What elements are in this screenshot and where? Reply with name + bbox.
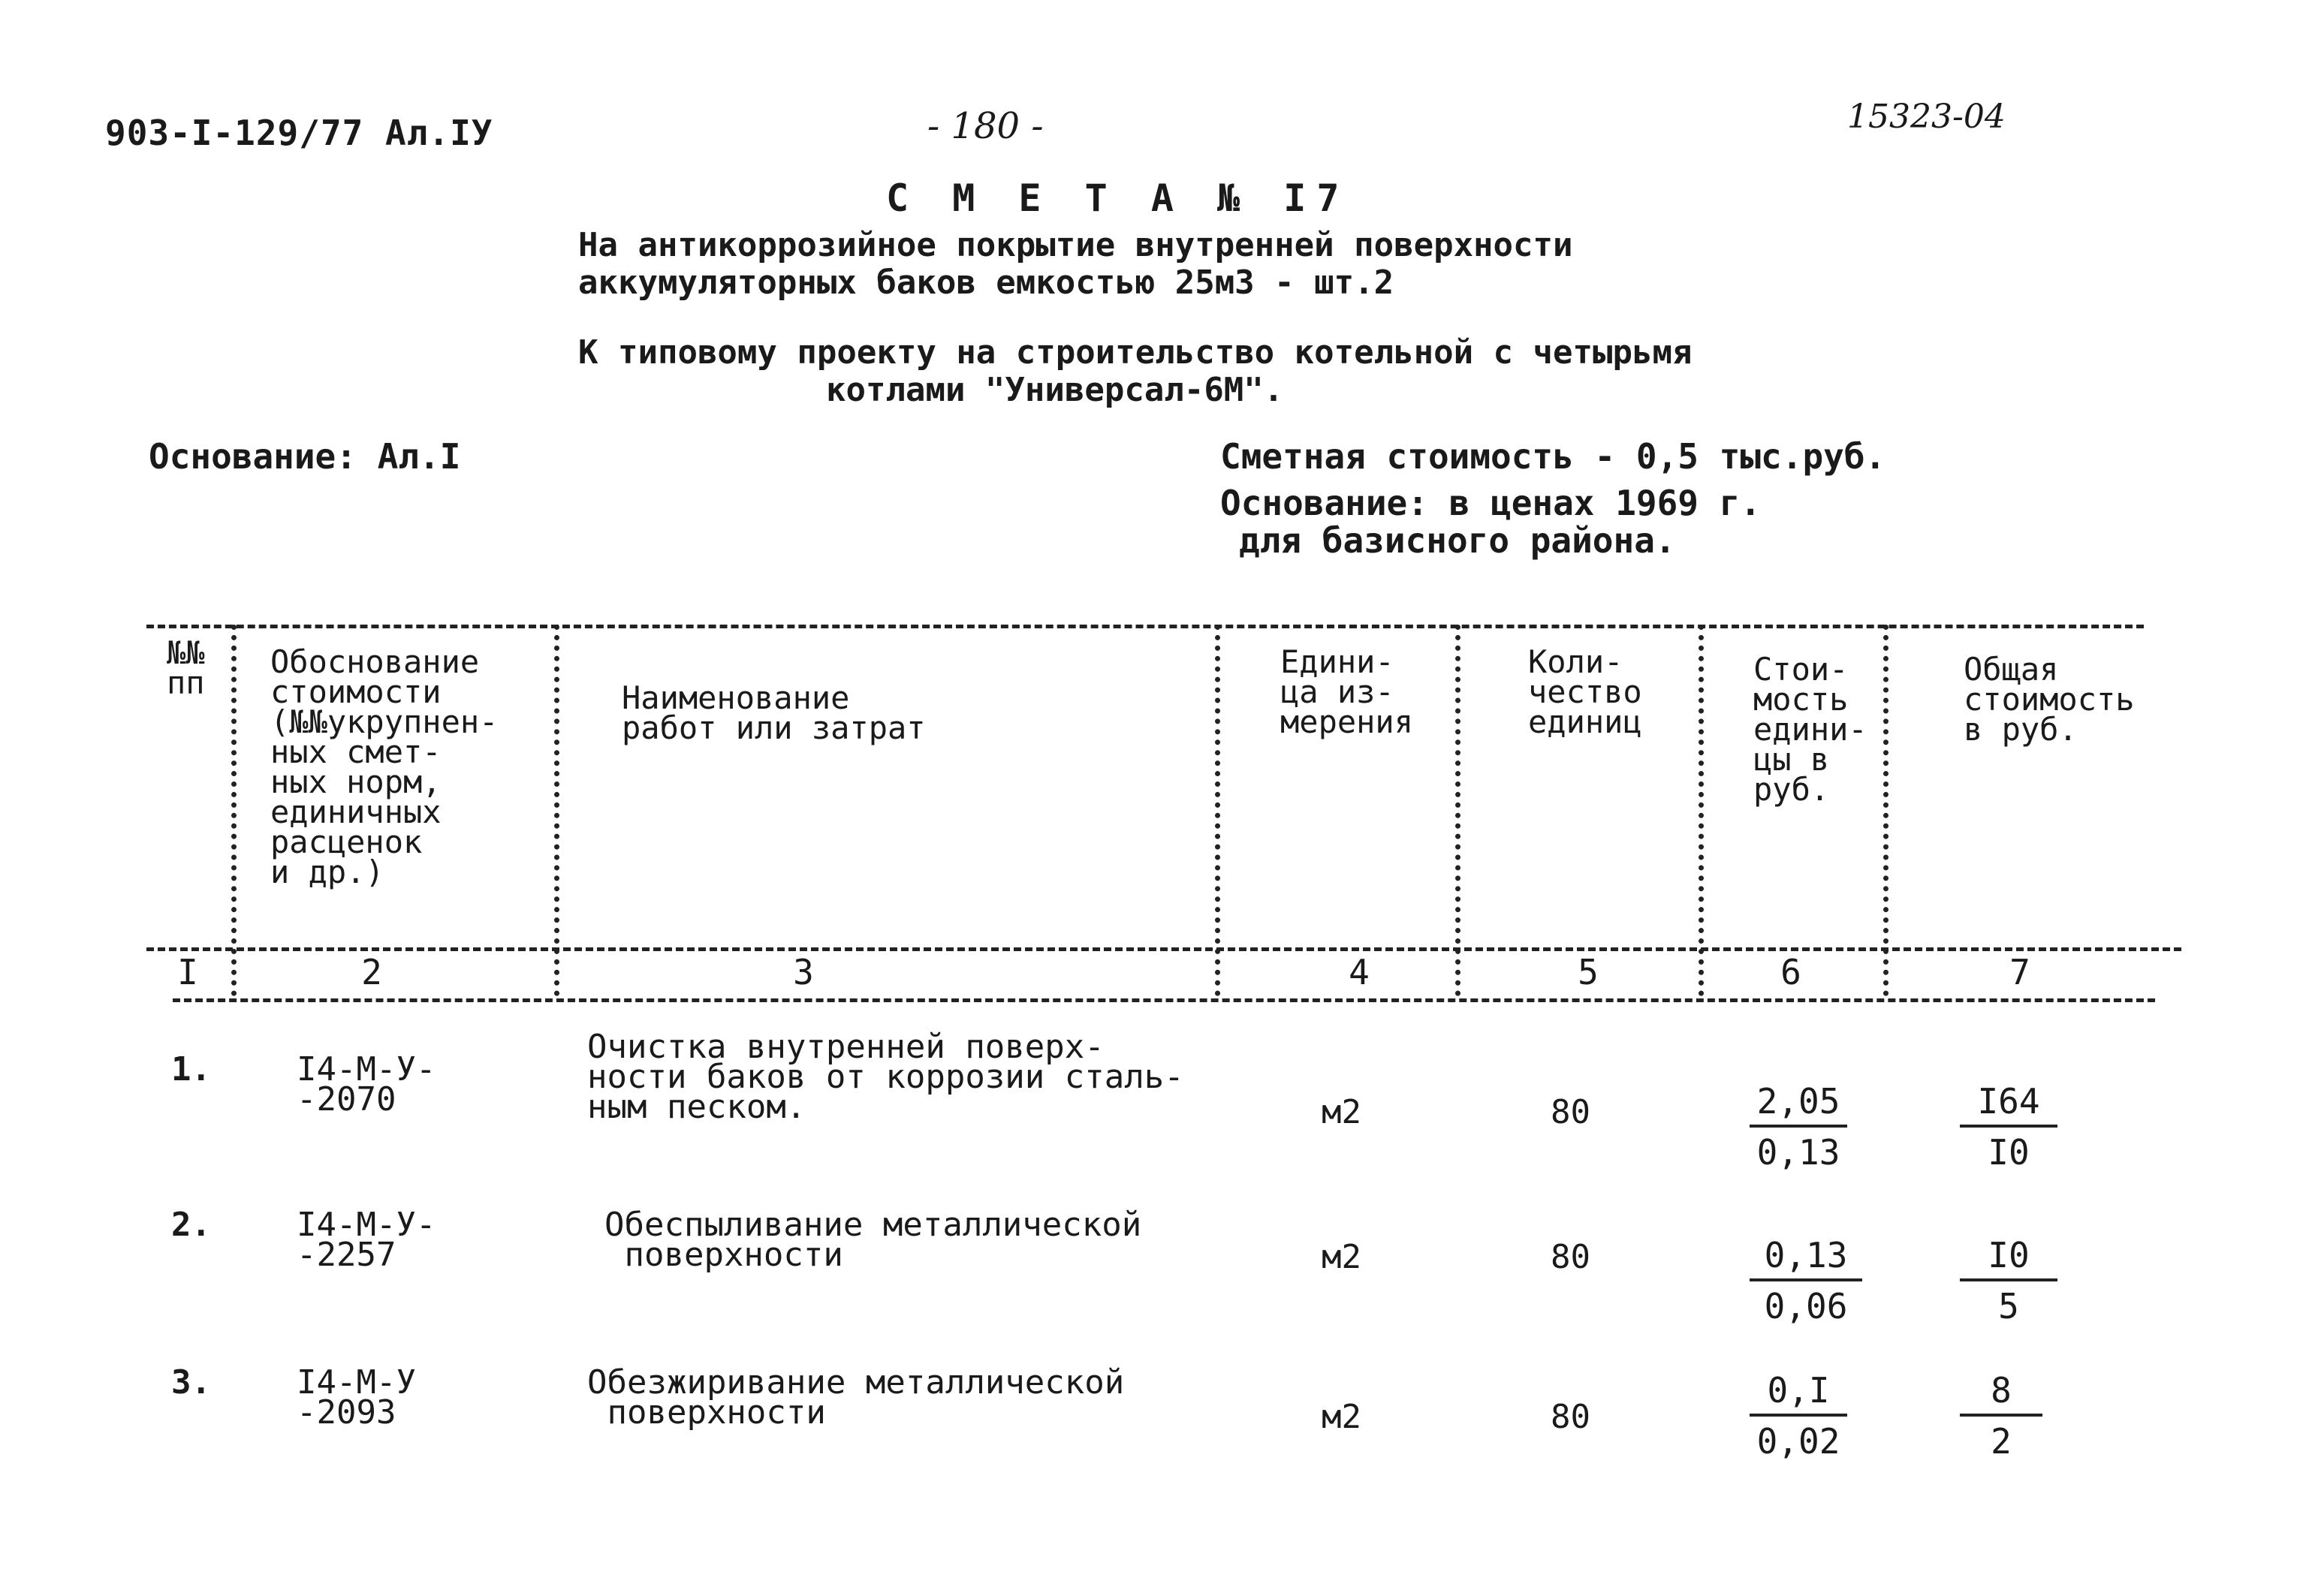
row-unit-cost — [1750, 1235, 1862, 1326]
page-number: - 180 - — [927, 105, 1044, 147]
header-number: №№ пп — [167, 634, 205, 701]
unit-cost-denominator: 0,13 — [1756, 1132, 1840, 1173]
column-number-7: 7 — [2009, 952, 2030, 992]
project-line-1: К типовому проекту на строительство котельной с четырьмя — [578, 333, 1693, 372]
column-number-3: 3 — [793, 952, 814, 992]
column-number-5: 5 — [1578, 952, 1599, 992]
unit-cost-denominator: 0,06 — [1764, 1286, 1848, 1326]
archive-number: 15323-04 — [1847, 98, 2006, 136]
row-justification-code: I4-М-У- -2070 — [297, 1050, 436, 1119]
total-cost-denominator: 2 — [1991, 1421, 2012, 1462]
column-divider-2 — [554, 625, 559, 996]
row-quantity: 80 — [1551, 1398, 1590, 1436]
header-unit: Едини- ца из- мерения — [1280, 643, 1414, 740]
column-divider-4 — [1455, 625, 1460, 996]
header-quantity: Коли- чество единиц — [1528, 643, 1642, 740]
header-work-name: Наименование работ или затрат — [622, 679, 926, 746]
column-number-2: 2 — [361, 952, 382, 992]
row-justification-code: I4-М-У -2093 — [297, 1363, 416, 1432]
price-basis-line-1: Основание: в ценах 1969 г. — [1220, 483, 1762, 523]
row-quantity: 80 — [1551, 1093, 1590, 1131]
row-number: 3. — [171, 1363, 211, 1402]
header-justification: Обоснование стоимости (№№укрупнен- ных смет- ных норм, единичных расценок и др.) — [270, 643, 499, 890]
row-work-name: Очистка внутренней поверх- ности баков от коррозии сталь- ным песком. — [587, 1028, 1184, 1126]
row-unit: м2 — [1322, 1398, 1361, 1436]
row-number: 1. — [171, 1050, 211, 1089]
header-bottom-rule — [146, 947, 2181, 951]
total-cost-denominator: I0 — [1988, 1132, 2030, 1173]
header-unit-cost: Стои- мость едини- цы в руб. — [1753, 651, 1867, 808]
unit-cost-numerator: 2,05 — [1750, 1081, 1847, 1128]
column-divider-1 — [231, 625, 237, 996]
row-total-cost — [1960, 1235, 2057, 1326]
project-line-2: котлами "Универсал-6М". — [826, 371, 1284, 409]
unit-cost-numerator: 0,I — [1750, 1370, 1847, 1417]
estimate-subtitle-line-1: На антикоррозийное покрытие внутренней поверхности — [578, 226, 1573, 264]
column-numbers-rule — [173, 998, 2155, 1002]
row-work-name: Обезжиривание металлической поверхности — [587, 1363, 1125, 1432]
row-total-cost — [1960, 1081, 2057, 1173]
document-code: 903-I-129/77 Ал.IУ — [105, 113, 493, 153]
row-quantity: 80 — [1551, 1238, 1590, 1276]
row-work-name: Обеспыливание металлической поверхности — [604, 1206, 1142, 1274]
total-cost-numerator: 8 — [1960, 1370, 2042, 1417]
column-number-4: 4 — [1349, 952, 1370, 992]
basis-reference: Основание: Ал.I — [149, 436, 461, 477]
unit-cost-denominator: 0,02 — [1756, 1421, 1840, 1462]
column-divider-5 — [1699, 625, 1704, 996]
table-top-rule — [146, 625, 2144, 628]
header-total-cost: Общая стоимость в руб. — [1964, 651, 2135, 748]
row-unit-cost — [1750, 1081, 1847, 1173]
estimate-subtitle-line-2: аккумуляторных баков емкостью 25м3 - шт.2 — [578, 263, 1394, 302]
row-unit-cost — [1750, 1370, 1847, 1462]
row-justification-code: I4-М-У- -2257 — [297, 1206, 436, 1274]
row-total-cost — [1960, 1370, 2042, 1462]
price-basis-line-2: для базисного района. — [1239, 520, 1676, 561]
estimated-cost: Сметная стоимость - 0,5 тыс.руб. — [1220, 436, 1886, 477]
total-cost-numerator: I64 — [1960, 1081, 2057, 1128]
unit-cost-numerator: 0,13 — [1750, 1235, 1862, 1281]
estimate-title: С М Е Т А № I7 — [886, 176, 1350, 220]
column-number-1: I — [177, 952, 198, 992]
total-cost-numerator: I0 — [1960, 1235, 2057, 1281]
column-divider-3 — [1215, 625, 1220, 996]
row-unit: м2 — [1322, 1093, 1361, 1131]
row-number: 2. — [171, 1206, 211, 1244]
column-divider-6 — [1883, 625, 1889, 996]
column-number-6: 6 — [1780, 952, 1801, 992]
row-unit: м2 — [1322, 1238, 1361, 1276]
total-cost-denominator: 5 — [1998, 1286, 2019, 1326]
